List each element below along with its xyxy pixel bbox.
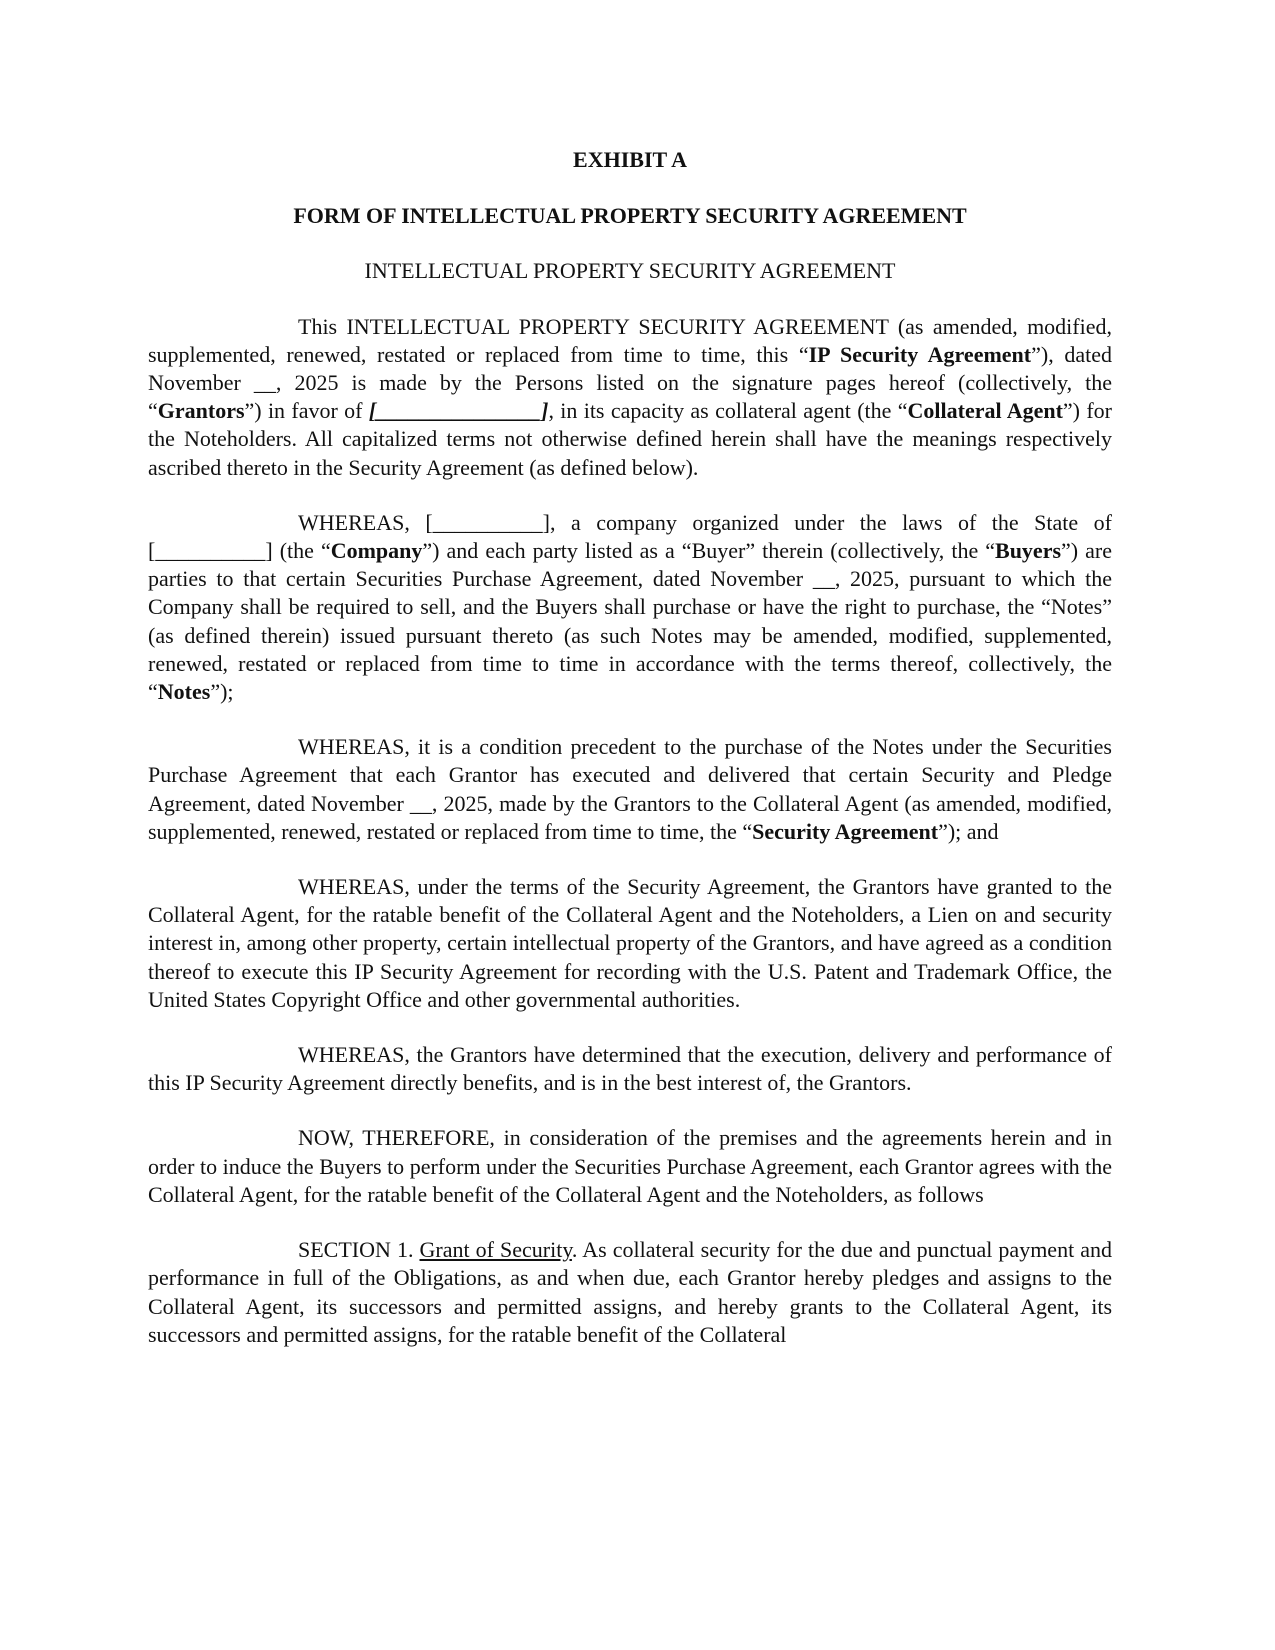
whereas-paragraph-1: WHEREAS, [__________], a company organized under the laws of the State of [__________] (the “Company”) and each party listed as a “Buyer” therein (collectively, the “Buyers”) are parties to that certain Securities Purchase Agreement, dated November __, 2025, pursuant to which the Company shall be required to sell, and the Buyers shall purchase or have the right to purchase, the “Notes” (as defined therein) issued pursuant thereto (as such Notes may be amended, modified, supplemented, renewed, restated or replaced from time to time in accordance with the terms thereof, collectively, the “Notes”); (148, 509, 1113, 705)
defined-term: Collateral Agent (907, 398, 1063, 424)
whereas-paragraph-3: WHEREAS, under the terms of the Security Agreement, the Grantors have granted to the Collateral Agent, for the ratable benefit of the Collateral Agent and the Noteholders, a Lien on and security interest in, among other property, certain intellectual property of the Grantors, and have agreed as a condition thereof to execute this IP Security Agreement for recording with the U.S. Patent and Trademark Office, the United States Copyright Office and other governmental authorities. (148, 874, 1112, 1012)
collateral-agent-blank: [_______________] (368, 398, 549, 424)
section-heading: Grant of Security (419, 1237, 572, 1263)
section-1-paragraph: SECTION 1. Grant of Security. As collateral security for the due and punctual payment and performance in full of the Obligations, as and when due, each Grantor hereby pledges and assigns to the Collateral Agent, its successors and permitted assigns, and hereby grants to the Collateral Agent, its successors and permitted assigns, for the ratable benefit of the Collateral (148, 1237, 1112, 1347)
now-therefore-paragraph: NOW, THEREFORE, in consideration of the premises and the agreements herein and in order to induce the Buyers to perform under the Securities Purchase Agreement, each Grantor agrees with the Collateral Agent, for the ratable benefit of the Collateral Agent and the Noteholders, as follows (148, 1125, 1112, 1207)
whereas-paragraph-2: WHEREAS, it is a condition precedent to the purchase of the Notes under the Securities Purchase Agreement that each Grantor has executed and delivered that certain Security and Pledge Agreement, dated November __, 2025, made by the Grantors to the Collateral Agent (as amended, modified, supplemented, renewed, restated or replaced from time to time, the “Security Agreement”); and (148, 734, 1112, 844)
whereas-paragraph-4: WHEREAS, the Grantors have determined that the execution, delivery and performance of this IP Security Agreement directly benefits, and is in the best interest of, the Grantors. (148, 1042, 1112, 1096)
defined-term: Security Agreement (752, 818, 939, 844)
intro-paragraph: This INTELLECTUAL PROPERTY SECURITY AGREEMENT (as amended, modified, supplemented, renewed, restated or replaced from time to time, this “IP Security Agreement”), dated November __, 2025 is made by the Persons listed on the signature pages hereof (collectively, the “Grantors”) in favor of [_______________], in its capacity as collateral agent (the “Collateral Agent”) for the Noteholders. All capitalized terms not otherwise defined herein shall have the meanings respectively ascribed thereto in the Security Agreement (as defined below). (148, 313, 1113, 480)
form-title: FORM OF INTELLECTUAL PROPERTY SECURITY AGREEMENT (293, 203, 967, 229)
document-page (148, 140, 1112, 1349)
defined-term: Notes (157, 679, 211, 705)
agreement-title: INTELLECTUAL PROPERTY SECURITY AGREEMENT (364, 258, 896, 284)
defined-term: Company (330, 538, 423, 564)
defined-term: Grantors (157, 398, 245, 424)
defined-term: Buyers (995, 538, 1062, 564)
exhibit-title: EXHIBIT A (573, 147, 687, 172)
defined-term: IP Security Agreement (808, 341, 1032, 367)
section-label: SECTION 1. (298, 1237, 420, 1263)
